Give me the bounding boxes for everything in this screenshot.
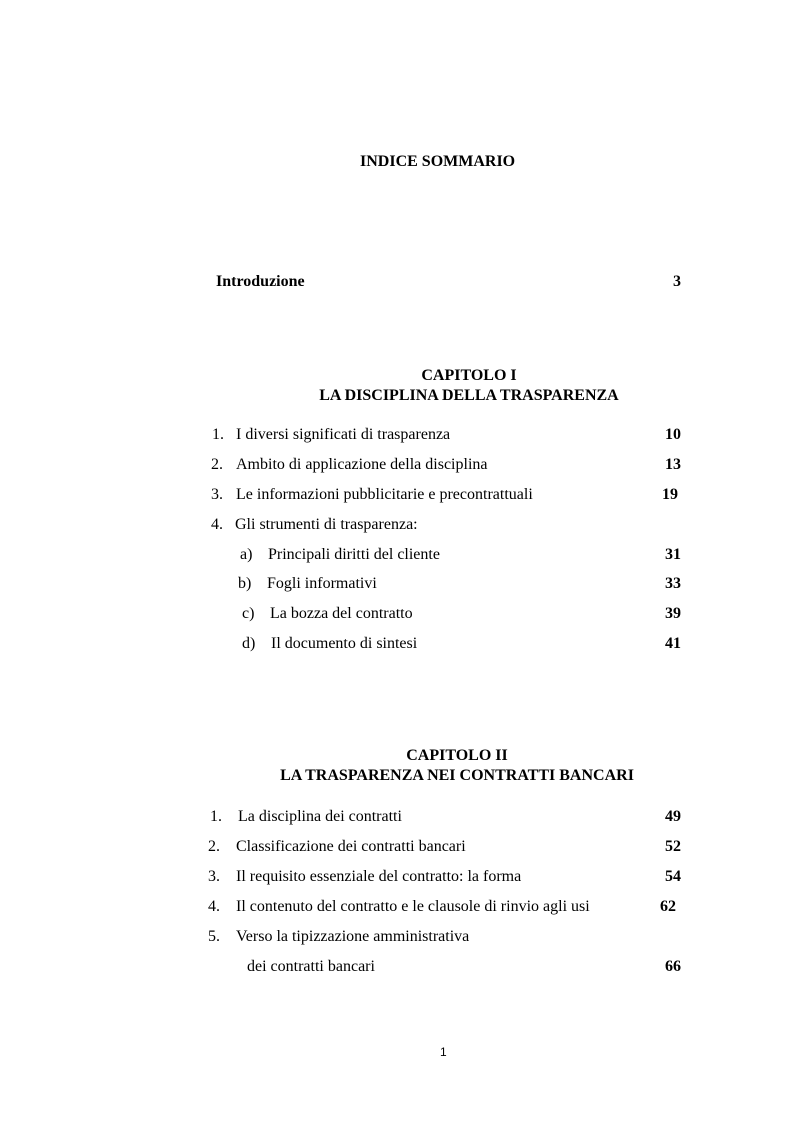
toc-entry-number: 1. (210, 808, 222, 825)
toc-subentry-text: Principali diritti del cliente (268, 546, 440, 563)
toc-entry-text: Il contenuto del contratto e le clausole di rinvio agli usi (236, 898, 590, 915)
toc-subentry-page: 39 (665, 605, 681, 622)
toc-entry-text: Ambito di applicazione della disciplina (236, 456, 488, 473)
toc-entry-number: 2. (211, 456, 223, 473)
toc-entry-page: 52 (665, 838, 681, 855)
toc-entry-number: 5. (208, 928, 220, 945)
toc-subentry-letter: c) (242, 605, 255, 622)
toc-subentry-text: Fogli informativi (267, 575, 377, 592)
toc-entry-number: 1. (212, 426, 224, 443)
toc-subentry-letter: b) (238, 575, 252, 592)
toc-entry-page: 54 (665, 868, 681, 885)
toc-entry-number: 2. (208, 838, 220, 855)
toc-entry-text: La disciplina dei contratti (238, 808, 402, 825)
chapter1-heading: CAPITOLO I (421, 367, 517, 384)
toc-subentry-letter: a) (240, 546, 253, 563)
toc-entry-number: 3. (211, 486, 223, 503)
toc-entry-text: Classificazione dei contratti bancari (236, 838, 466, 855)
toc-entry-text: Gli strumenti di trasparenza: (235, 516, 418, 533)
toc-entry-number: 3. (208, 868, 220, 885)
chapter2-heading: CAPITOLO II (406, 747, 508, 764)
toc-subentry-text: La bozza del contratto (270, 605, 413, 622)
toc-subentry-page: 31 (665, 546, 681, 563)
toc-subentry-page: 33 (665, 575, 681, 592)
toc-entry-page: 19 (662, 486, 678, 503)
chapter1-subtitle: LA DISCIPLINA DELLA TRASPARENZA (319, 387, 619, 404)
toc-entry-page: 66 (665, 958, 681, 975)
chapter2-subtitle: LA TRASPARENZA NEI CONTRATTI BANCARI (280, 767, 634, 784)
toc-entry-page: 49 (665, 808, 681, 825)
toc-entry-page: 13 (665, 456, 681, 473)
toc-entry-continuation: dei contratti bancari (247, 958, 375, 975)
toc-subentry-page: 41 (665, 635, 681, 652)
toc-entry-page: 10 (665, 426, 681, 443)
page-number: 1 (440, 1045, 447, 1059)
toc-subentry-letter: d) (242, 635, 256, 652)
toc-entry-text: I diversi significati di trasparenza (236, 426, 451, 443)
toc-entry-text: Le informazioni pubblicitarie e precontrattuali (236, 486, 533, 503)
toc-subentry-text: Il documento di sintesi (271, 635, 418, 652)
toc-entry-text: Il requisito essenziale del contratto: la forma (236, 868, 522, 885)
toc-entry-number: 4. (211, 516, 223, 533)
page-title: INDICE SOMMARIO (360, 153, 516, 170)
toc-entry-page: 62 (660, 898, 676, 915)
toc-entry-text: Verso la tipizzazione amministrativa (236, 928, 470, 945)
intro-label: Introduzione (216, 273, 305, 290)
intro-page: 3 (673, 273, 681, 290)
toc-entry-number: 4. (208, 898, 220, 915)
